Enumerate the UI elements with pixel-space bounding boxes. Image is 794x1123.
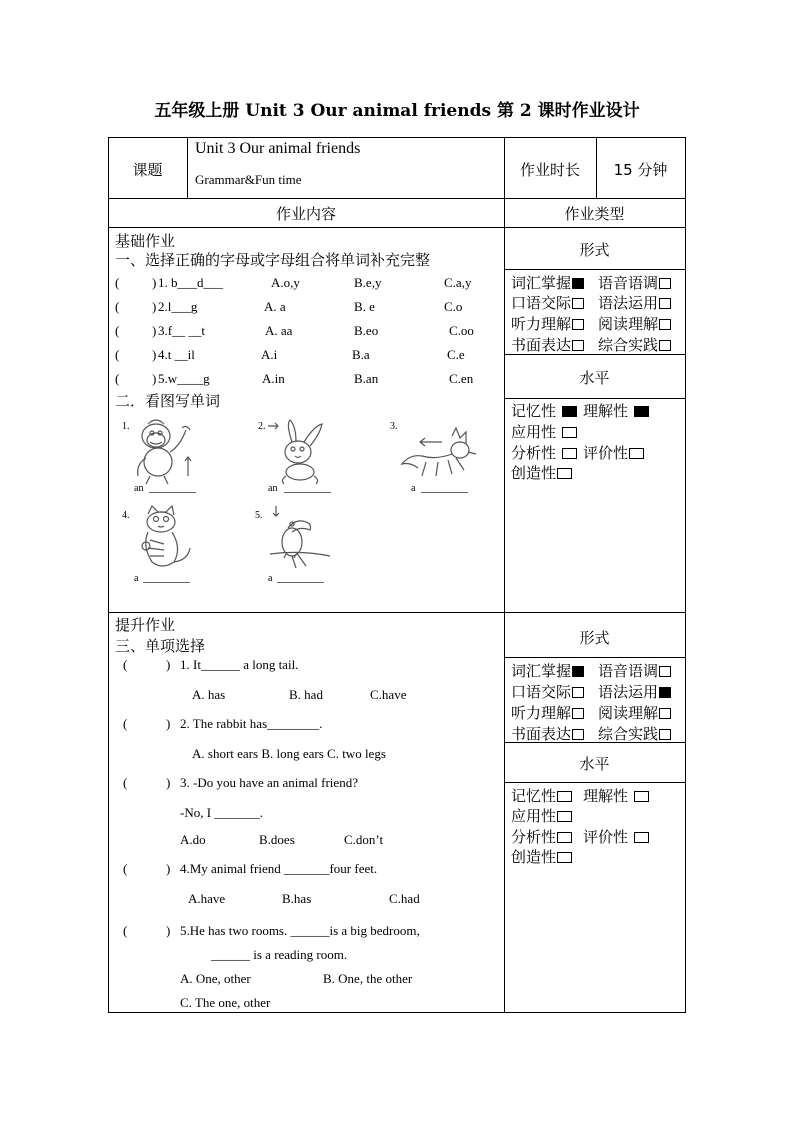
checkbox-checked[interactable] — [562, 406, 577, 417]
checkbox-item[interactable]: 口语交际 — [511, 681, 584, 702]
checkbox[interactable] — [659, 319, 671, 330]
section3-title: 三、单项选择 — [115, 637, 206, 655]
checkbox[interactable] — [659, 708, 671, 719]
checkbox-item[interactable]: 理解性 — [583, 785, 649, 806]
duration-value: 15 分钟 — [613, 161, 668, 179]
checkbox-item[interactable]: 阅读理解 — [598, 702, 671, 723]
checkbox-item[interactable]: 记忆性 — [511, 400, 577, 421]
rabbit-icon — [266, 418, 338, 486]
content-column-header: 作业内容 — [275, 205, 336, 223]
topic-sub: Grammar&Fun time — [195, 172, 302, 187]
checkbox-item[interactable]: 应用性 — [511, 421, 577, 442]
advanced-heading: 提升作业 — [115, 616, 176, 634]
cat-icon — [128, 504, 198, 574]
level-label: 水平 — [579, 369, 610, 387]
checkbox-item[interactable]: 语法运用 — [598, 292, 671, 313]
checkbox[interactable] — [557, 832, 572, 843]
checkbox[interactable] — [557, 852, 572, 863]
form-label: 形式 — [579, 629, 610, 647]
checkbox-item[interactable]: 分析性 — [511, 442, 577, 463]
checkbox[interactable] — [557, 468, 572, 479]
checkbox-item[interactable]: 综合实践 — [598, 723, 671, 744]
page-title: 五年级上册 Unit 3 Our animal friends 第 2 课时作业设计 — [154, 101, 640, 121]
fox-icon — [398, 424, 480, 486]
checkbox-item[interactable]: 理解性 — [583, 400, 649, 421]
checkbox[interactable] — [572, 708, 584, 719]
section2-title: 二．看图写单词 — [115, 392, 221, 410]
checkbox-item[interactable]: 评价性 — [583, 826, 649, 847]
checkbox-item[interactable]: 评价性 — [583, 442, 644, 463]
checkbox[interactable] — [659, 278, 671, 289]
checkbox-item[interactable]: 综合实践 — [598, 334, 671, 355]
checkbox-item[interactable]: 词汇掌握 — [511, 660, 584, 681]
checkbox[interactable] — [572, 340, 584, 351]
checkbox[interactable] — [634, 791, 649, 802]
type-column-header: 作业类型 — [564, 205, 625, 223]
checkbox-item[interactable]: 口语交际 — [511, 292, 584, 313]
answer-line — [149, 492, 196, 493]
checkbox[interactable] — [562, 448, 577, 459]
checkbox[interactable] — [629, 448, 644, 459]
checkbox[interactable] — [659, 729, 671, 740]
checkbox-item[interactable]: 书面表达 — [511, 723, 584, 744]
checkbox[interactable] — [659, 340, 671, 351]
answer-line — [143, 582, 190, 583]
level-label: 水平 — [579, 755, 610, 773]
checkbox-item[interactable]: 语法运用 — [598, 681, 671, 702]
section1-title: 一、选择正确的字母或字母组合将单词补充完整 — [115, 251, 431, 269]
checkbox[interactable] — [572, 729, 584, 740]
form-label: 形式 — [579, 241, 610, 259]
monkey-icon — [128, 418, 200, 486]
checkbox-item[interactable]: 创造性 — [511, 462, 572, 483]
checkbox-item[interactable]: 语音语调 — [598, 660, 671, 681]
checkbox-item[interactable]: 记忆性 — [511, 785, 572, 806]
checkbox[interactable] — [572, 687, 584, 698]
checkbox[interactable] — [557, 791, 572, 802]
checkbox-checked[interactable] — [634, 406, 649, 417]
checkbox[interactable] — [572, 298, 584, 309]
topic-main: Unit 3 Our animal friends — [195, 140, 361, 157]
checkbox-checked[interactable] — [572, 666, 584, 677]
checkbox-item[interactable]: 听力理解 — [511, 702, 584, 723]
checkbox-checked[interactable] — [572, 278, 584, 289]
checkbox-item[interactable]: 听力理解 — [511, 313, 584, 334]
checkbox-item[interactable]: 语音语调 — [598, 272, 671, 293]
checkbox-item[interactable]: 应用性 — [511, 805, 572, 826]
topic-label: 课题 — [132, 161, 163, 179]
answer-line — [284, 492, 331, 493]
checkbox-item[interactable]: 书面表达 — [511, 334, 584, 355]
checkbox[interactable] — [572, 319, 584, 330]
duration-label: 作业时长 — [519, 161, 580, 179]
checkbox[interactable] — [557, 811, 572, 822]
checkbox-item[interactable]: 分析性 — [511, 826, 572, 847]
checkbox-item[interactable]: 阅读理解 — [598, 313, 671, 334]
checkbox-item[interactable]: 词汇掌握 — [511, 272, 584, 293]
checkbox[interactable] — [659, 298, 671, 309]
checkbox[interactable] — [634, 832, 649, 843]
checkbox-checked[interactable] — [659, 687, 671, 698]
checkbox[interactable] — [659, 666, 671, 677]
answer-line — [277, 582, 324, 583]
checkbox-item[interactable]: 创造性 — [511, 846, 572, 867]
answer-line — [421, 492, 468, 493]
checkbox[interactable] — [562, 427, 577, 438]
bird-icon — [262, 504, 334, 574]
basic-heading: 基础作业 — [115, 232, 176, 250]
